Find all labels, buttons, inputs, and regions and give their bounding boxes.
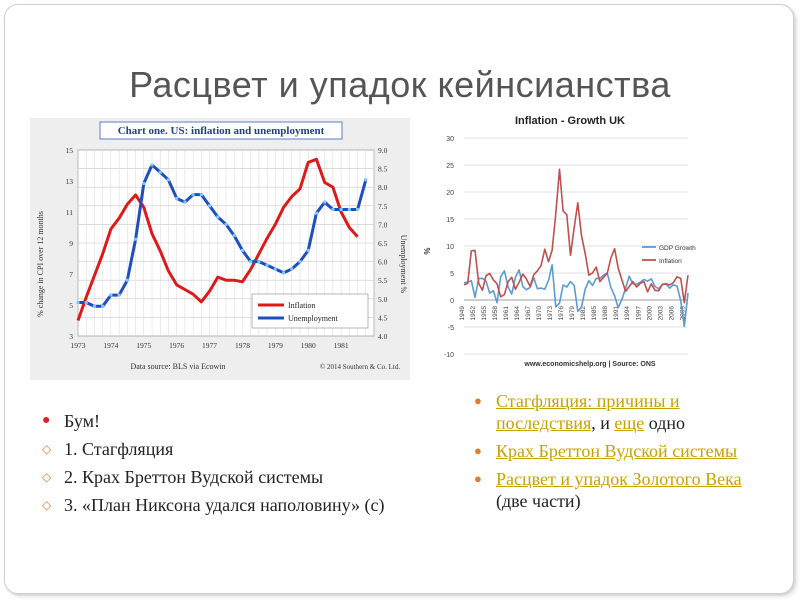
us-unemployment-marker [331, 208, 334, 211]
right-bullet-item [472, 390, 772, 434]
us-unemployment-marker [348, 208, 351, 211]
uk-x-tick-label: 2006 [668, 306, 676, 321]
right-bullet-list [472, 390, 772, 518]
right-bullet-tail: (две части) [496, 491, 581, 511]
uk-x-tick-label: 1982 [580, 306, 588, 321]
us-left-tick-label: 3 [69, 332, 73, 341]
us-x-tick-label: 1974 [103, 341, 119, 350]
us-x-tick-label: 1977 [202, 341, 218, 350]
us-left-tick-label: 15 [65, 146, 73, 155]
us-chart-title: Chart one. US: inflation and unemployment [117, 125, 325, 137]
link-golden-age[interactable]: Расцвет и упадок Золотого Века [496, 469, 742, 489]
uk-x-tick-label: 1970 [536, 306, 544, 321]
us-unemployment-marker [274, 268, 277, 271]
us-unemployment-marker [249, 260, 252, 263]
uk-y-tick-label: 30 [446, 136, 454, 143]
us-chart-plot [66, 146, 388, 350]
us-right-tick-label: 8.0 [378, 183, 388, 193]
us-unemployment-marker [93, 305, 96, 308]
us-right-tick-label: 4.0 [378, 332, 388, 341]
us-unemployment-marker [101, 305, 104, 308]
outline-diamond-bullet-icon: ◇ [42, 442, 52, 456]
us-right-tick-label: 7.0 [378, 220, 388, 230]
orange-dot-bullet-icon: ● [474, 393, 482, 408]
uk-x-tick-label: 1991 [613, 306, 621, 321]
left-bullet-list [40, 410, 460, 522]
right-bullet-item [472, 440, 772, 462]
us-unemployment-marker [282, 271, 285, 274]
us-unemployment-marker [142, 182, 145, 185]
us-unemployment-marker [340, 208, 343, 211]
uk-y-tick-label: 20 [446, 190, 454, 197]
us-x-tick-label: 1976 [169, 341, 185, 350]
uk-chart-y-axis-label: % [423, 247, 432, 255]
us-unemployment-marker [126, 279, 129, 282]
uk-legend-label: Inflation [659, 258, 682, 265]
uk-y-tick-label: 25 [446, 163, 454, 170]
right-bullet-item [472, 468, 772, 512]
us-unemployment-marker [134, 238, 137, 241]
us-unemployment-marker [266, 264, 269, 267]
left-bullet-item [40, 410, 460, 432]
uk-chart-source: www.economicshelp.org | Source: ONS [524, 361, 656, 368]
uk-x-tick-label: 2000 [646, 306, 654, 321]
us-unemployment-marker [200, 193, 203, 196]
us-unemployment-marker [208, 204, 211, 207]
us-left-tick-label: 5 [69, 301, 73, 310]
us-x-tick-label: 1981 [333, 341, 349, 350]
right-bullet-tail: одно [644, 413, 685, 433]
us-unemployment-marker [233, 234, 236, 237]
uk-inflation-line [464, 169, 688, 302]
link-another[interactable]: еще [614, 413, 645, 433]
us-unemployment-marker [307, 249, 310, 252]
left-bullet-text: 3. «План Никсона удался наполовину» (с) [64, 495, 385, 515]
uk-x-tick-label: 1985 [591, 306, 599, 321]
us-unemployment-marker [167, 178, 170, 181]
uk-x-tick-label: 1973 [547, 306, 555, 321]
uk-y-tick-label: 15 [446, 217, 454, 224]
uk-chart-plot [444, 136, 696, 359]
us-chart-left-axis-label: % change in CPI over 12 months [36, 211, 45, 317]
uk-x-tick-label: 1952 [470, 306, 478, 321]
us-right-tick-label: 6.5 [378, 239, 388, 248]
uk-x-tick-label: 1961 [503, 306, 511, 321]
us-unemployment-marker [241, 249, 244, 252]
us-right-tick-label: 7.5 [378, 201, 388, 211]
us-left-tick-label: 13 [65, 177, 73, 186]
us-right-tick-label: 4.5 [378, 313, 388, 323]
us-x-tick-label: 1973 [70, 341, 86, 350]
us-chart-copyright: © 2014 Southern & Co. Ltd. [319, 363, 401, 371]
uk-y-tick-label: 10 [446, 244, 454, 251]
orange-dot-bullet-icon: ● [474, 471, 482, 486]
uk-x-tick-label: 1967 [525, 306, 533, 321]
us-chart-right-axis-label: Unemployment % [399, 234, 408, 294]
uk-x-tick-label: 1949 [459, 306, 466, 321]
us-unemployment-marker [364, 178, 367, 181]
us-unemployment-marker [225, 223, 228, 226]
us-chart-source: Data source: BLS via Ecowin [130, 362, 226, 371]
left-bullet-item [40, 494, 460, 516]
us-right-tick-label: 5.0 [378, 294, 388, 304]
us-unemployment-marker [175, 197, 178, 200]
us-unemployment-marker [109, 294, 112, 297]
us-legend-label: Inflation [288, 301, 316, 310]
uk-x-tick-label: 1979 [569, 306, 577, 321]
us-unemployment-marker [257, 260, 260, 263]
us-unemployment-marker [183, 201, 186, 204]
us-x-tick-label: 1975 [136, 341, 152, 350]
us-unemployment-marker [151, 163, 154, 166]
us-unemployment-marker [85, 301, 88, 304]
left-bullet-item [40, 466, 460, 488]
us-unemployment-marker [290, 268, 293, 271]
us-unemployment-marker [216, 215, 219, 218]
us-right-tick-label: 5.5 [378, 276, 388, 286]
uk-x-tick-label: 1997 [635, 306, 643, 321]
right-bullet-connector: , и [591, 413, 615, 433]
us-x-tick-label: 1979 [267, 341, 283, 350]
us-legend-label: Unemployment [288, 314, 338, 323]
link-bretton-woods[interactable]: Крах Бреттон Вудской системы [496, 441, 738, 461]
uk-chart-title: Inflation - Growth UK [515, 115, 625, 127]
us-unemployment-marker [315, 212, 318, 215]
uk-x-tick-label: 1955 [481, 306, 489, 321]
slide-title: Расцвет и упадок кейнсианства [129, 64, 671, 105]
us-unemployment-marker [159, 171, 162, 174]
outline-diamond-bullet-icon: ◇ [42, 498, 52, 512]
left-bullet-text: 2. Крах Бреттон Вудской системы [64, 467, 324, 487]
uk-y-tick-label: 5 [450, 271, 454, 278]
uk-y-tick-label: -5 [447, 325, 454, 332]
us-left-tick-label: 7 [69, 270, 73, 279]
left-bullet-item [40, 438, 460, 460]
uk-y-tick-label: 0 [450, 298, 454, 305]
uk-legend-label: GDP Growth [659, 245, 696, 252]
outline-diamond-bullet-icon: ◇ [42, 470, 52, 484]
link-stagflation[interactable]: Стагфляция: причины и последствия [496, 391, 680, 433]
us-unemployment-marker [299, 260, 302, 263]
us-inflation-unemployment-chart [30, 118, 410, 380]
us-right-tick-label: 8.5 [378, 164, 388, 174]
us-unemployment-marker [356, 208, 359, 211]
uk-x-tick-label: 2003 [657, 306, 665, 321]
us-right-tick-label: 6.0 [378, 257, 388, 267]
us-left-tick-label: 11 [65, 208, 73, 217]
us-unemployment-marker [323, 201, 326, 204]
us-unemployment-marker [118, 294, 121, 297]
us-right-tick-label: 9.0 [378, 146, 388, 155]
us-unemployment-marker [77, 301, 80, 304]
us-unemployment-marker [192, 193, 195, 196]
us-left-tick-label: 9 [69, 239, 73, 248]
uk-x-tick-label: 1988 [602, 306, 610, 321]
left-bullet-text: 1. Стагфляция [64, 439, 174, 459]
orange-dot-bullet-icon: ● [474, 443, 482, 458]
uk-inflation-growth-chart [420, 110, 700, 372]
red-dot-bullet-icon: ● [42, 413, 51, 428]
uk-y-tick-label: -10 [443, 352, 454, 359]
us-x-tick-label: 1978 [234, 341, 250, 350]
left-bullet-text: Бум! [64, 411, 101, 431]
uk-x-tick-label: 2009 [679, 306, 687, 321]
uk-x-tick-label: 1994 [624, 306, 632, 321]
uk-x-tick-label: 1964 [514, 306, 522, 321]
us-x-tick-label: 1980 [300, 341, 316, 350]
uk-x-tick-label: 1958 [492, 306, 500, 321]
uk-x-tick-label: 1976 [558, 306, 566, 321]
